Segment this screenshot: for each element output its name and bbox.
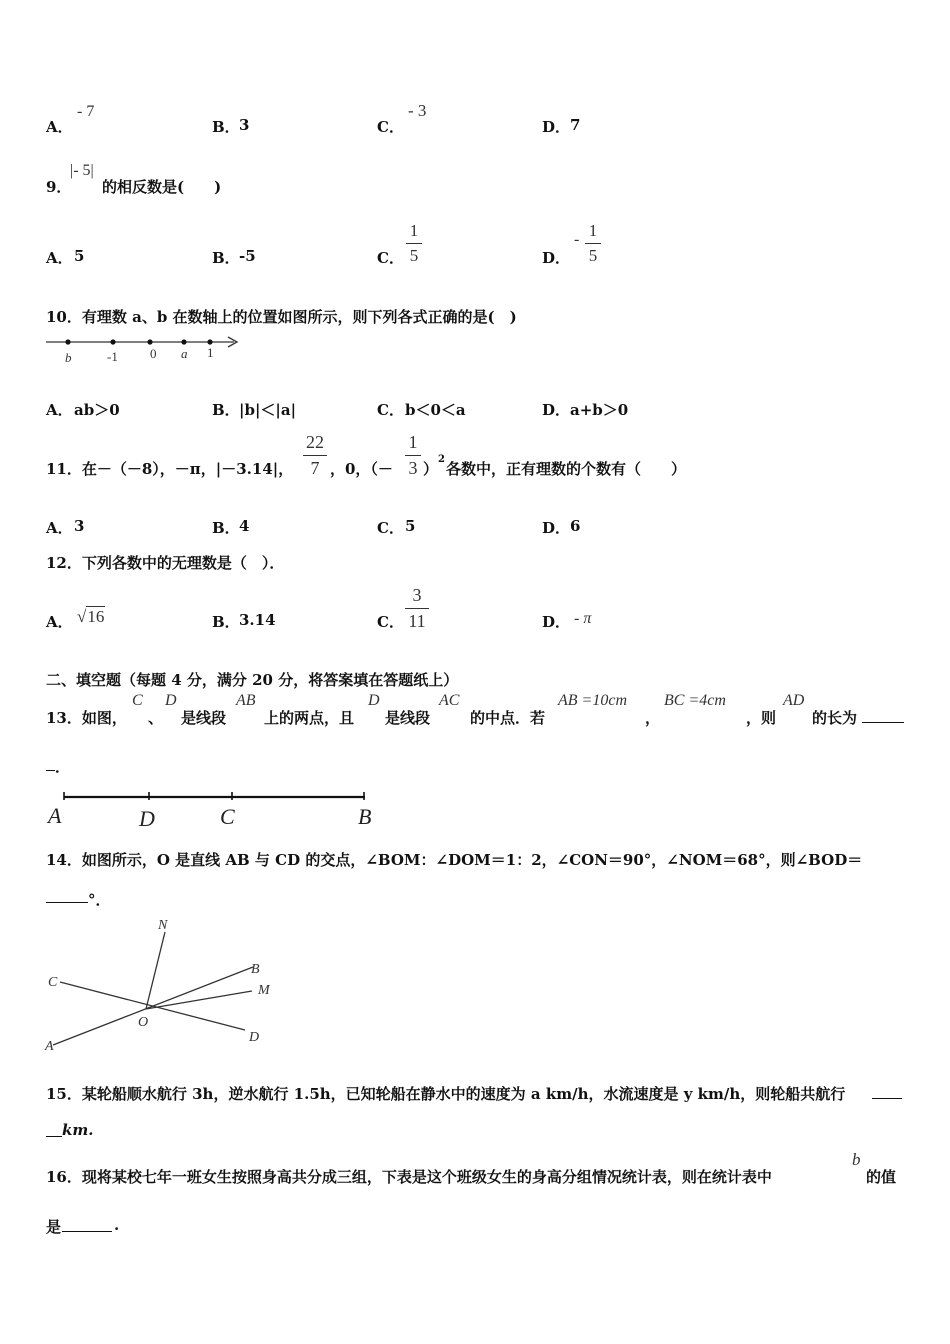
q10-option-d-label: D． [542, 401, 571, 419]
answer-blank [46, 886, 88, 903]
stem-part: ，0，（－ [330, 460, 393, 478]
question-number: 9． [46, 178, 72, 196]
label-zero: 0 [150, 346, 157, 361]
number-line-figure [44, 332, 244, 366]
q12-option-b-label: B． [212, 613, 240, 631]
denominator: 7 [310, 458, 320, 478]
point-one [207, 339, 212, 344]
var-ac: AC [439, 692, 460, 709]
label-a: a [181, 346, 188, 361]
label-c: C [220, 804, 235, 829]
option-value: -5 [239, 247, 256, 265]
option-label: D． [542, 118, 571, 136]
label-minus-one: -1 [107, 349, 118, 364]
condition-bc: BC =4cm [664, 692, 726, 709]
fraction [585, 221, 601, 266]
q11-option-d-value: 6 [570, 517, 581, 535]
label-b: B [251, 962, 260, 977]
stem-part: 上的两点，且 [264, 709, 355, 727]
var-d: D [165, 692, 177, 709]
q11-option-c-value: 5 [405, 517, 416, 535]
option-value: - 7 [77, 103, 95, 120]
question-stem: 的相反数是( ) [102, 178, 222, 196]
label-c: C [48, 975, 58, 990]
numerator: 1 [409, 221, 419, 240]
option-value: - 3 [408, 101, 427, 120]
answer-blank-continued [46, 754, 55, 771]
label-d: D [139, 806, 155, 830]
q10-option-b-label: B． [212, 401, 240, 419]
question-12-stem: 12．下列各数中的无理数是（ ）． [46, 554, 285, 572]
var-b: b [852, 1150, 861, 1169]
label-o: O [138, 1015, 149, 1030]
q10-option-a-label: A． [46, 401, 73, 419]
q11-option-d-label: D． [542, 519, 571, 537]
fraction-22-7 [303, 432, 327, 479]
var-ad: AD [783, 692, 805, 709]
q10-option-b-value: |b|＜|a| [239, 401, 297, 419]
stem-part: 16．现将某校七年一班女生按照身高共分成三组，下表是这个班级女生的身高分组情况统计表，则在统计表中 [46, 1168, 772, 1186]
sqrt-expression [77, 607, 105, 627]
numerator: 1 [408, 432, 418, 452]
q12-option-d-value: - π [574, 610, 592, 627]
stem-end: °． [88, 891, 111, 909]
option-label: D． [542, 249, 571, 267]
label-a: A [45, 1039, 54, 1054]
question-14-stem: 14．如图所示，O 是直线 AB 与 CD 的交点，∠BOM：∠DOM＝1：2，∠CON＝90°，∠NOM＝68°，则∠BOD＝ [46, 851, 863, 869]
label-n: N [158, 918, 168, 933]
q11-option-c-label: C． [377, 519, 404, 537]
fraction-1-3 [405, 432, 421, 479]
label-d: D [249, 1030, 260, 1045]
answer-blank [62, 1215, 112, 1232]
option-label: B． [212, 118, 240, 136]
answer-blank [872, 1082, 902, 1099]
stem-part: ， [645, 709, 661, 727]
var-ab: AB [236, 692, 256, 709]
var-c: C [132, 692, 143, 709]
minus-sign: - [574, 231, 580, 248]
stem-part: 、 [148, 709, 164, 727]
radical-icon: √ [77, 607, 87, 626]
numerator: 1 [588, 221, 598, 240]
point-minus-one [110, 339, 115, 344]
option-label: C． [377, 118, 404, 136]
stem-part: 的长为 [812, 709, 858, 727]
fraction [406, 221, 422, 266]
q10-option-c-value: b＜0＜a [405, 401, 466, 419]
stem-part: 是 [46, 1218, 62, 1236]
q10-option-c-label: C． [377, 401, 404, 419]
answer-blank-continued [46, 1120, 62, 1137]
unit-km: km. [62, 1121, 94, 1139]
option-label: A． [46, 118, 73, 136]
ray-on [146, 932, 165, 1009]
option-label: B． [212, 249, 240, 267]
point-a [181, 339, 186, 344]
denominator: 5 [588, 246, 598, 265]
var-d: D [368, 692, 380, 709]
option-label: C． [377, 249, 404, 267]
point-zero [147, 339, 152, 344]
q11-option-b-value: 4 [239, 517, 250, 535]
option-value: 7 [570, 116, 581, 134]
stem-end: ． [55, 758, 71, 776]
option-value: 3 [239, 116, 250, 134]
label-one: 1 [207, 345, 214, 360]
label-a: A [48, 803, 62, 828]
q11-option-b-label: B． [212, 519, 240, 537]
option-value: 5 [74, 247, 85, 265]
label-b: b [65, 350, 72, 365]
ray-om [146, 991, 252, 1009]
stem-part: 11．在－（－8），－π，|－3.14|， [46, 460, 294, 478]
question-15-stem: 15．某轮船顺水航行 3h，逆水航行 1.5h，已知轮船在静水中的速度为 a km/h，水流速度是 y km/h，则轮船共航行 [46, 1085, 846, 1103]
q11-option-a-label: A． [46, 519, 73, 537]
point-b [65, 339, 70, 344]
segment-figure [44, 786, 384, 830]
stem-part: 13．如图， [46, 709, 127, 727]
fraction-3-11 [405, 585, 429, 632]
radicand: 16 [87, 607, 105, 626]
answer-blank [862, 706, 904, 723]
denominator: 11 [408, 611, 426, 631]
numerator: 3 [412, 585, 422, 605]
stem-part: 是线段 [385, 709, 431, 727]
angle-figure [40, 912, 290, 1054]
label-m: M [258, 983, 270, 998]
numerator: 22 [306, 432, 324, 452]
stem-part: 的值 [866, 1168, 897, 1186]
abs-expression: |- 5| [70, 162, 94, 179]
stem-part: 的中点．若 [470, 709, 546, 727]
q12-option-c-label: C． [377, 613, 404, 631]
stem-part: ） [423, 460, 439, 478]
q10-option-a-value: ab＞0 [74, 401, 120, 419]
q11-option-a-value: 3 [74, 517, 85, 535]
q10-option-d-value: a+b＞0 [570, 401, 629, 419]
stem-part: ，则 [746, 709, 777, 727]
stem-part: 是线段 [181, 709, 227, 727]
question-10-stem: 10．有理数 a、b 在数轴上的位置如图所示，则下列各式正确的是( ) [46, 308, 517, 326]
q12-option-a-label: A． [46, 613, 73, 631]
option-label: A． [46, 249, 73, 267]
exponent: 2 [438, 454, 445, 465]
denominator: 3 [408, 458, 418, 478]
stem-end: . [114, 1216, 120, 1234]
denominator: 5 [409, 246, 419, 265]
condition-ab: AB =10cm [558, 692, 627, 709]
stem-part: 各数中，正有理数的个数有（ ） [446, 460, 687, 478]
section-title: 二、填空题（每题 4 分，满分 20 分，将答案填在答题纸上） [46, 671, 459, 689]
q12-option-d-label: D． [542, 613, 571, 631]
label-b: B [358, 804, 372, 829]
q12-option-b-value: 3.14 [239, 611, 276, 629]
